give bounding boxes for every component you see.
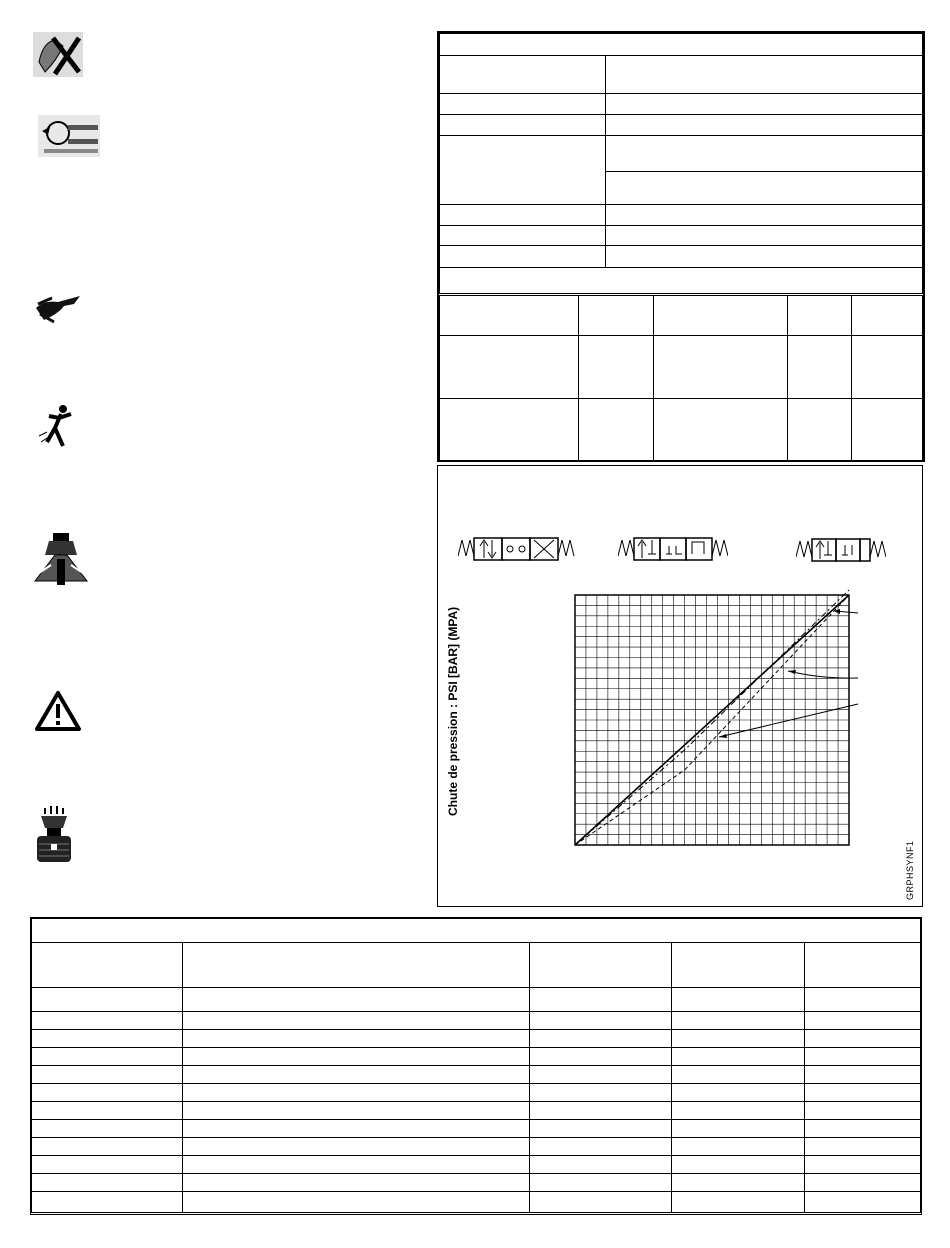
table-cell bbox=[530, 1174, 672, 1192]
table-cell bbox=[805, 1138, 921, 1156]
table-cell bbox=[183, 1102, 530, 1120]
table-cell bbox=[183, 1012, 530, 1030]
table-cell bbox=[672, 988, 805, 1012]
table-cell bbox=[530, 1138, 672, 1156]
spec-cell bbox=[654, 296, 788, 336]
table-cell bbox=[805, 1156, 921, 1174]
spec-cell bbox=[606, 226, 923, 246]
table-cell bbox=[32, 988, 183, 1012]
table-cell bbox=[530, 1012, 672, 1030]
table-cell bbox=[183, 1120, 530, 1138]
spec-cell bbox=[579, 296, 654, 336]
table-cell bbox=[672, 1156, 805, 1174]
parts-col-header bbox=[183, 943, 530, 988]
table-row bbox=[32, 1102, 921, 1120]
table-cell bbox=[672, 1102, 805, 1120]
table-cell bbox=[672, 1192, 805, 1213]
spec-cell bbox=[440, 136, 606, 205]
table-row bbox=[32, 1138, 921, 1156]
warning-triangle-icon bbox=[34, 690, 82, 732]
table-cell bbox=[805, 1048, 921, 1066]
table-cell bbox=[530, 1120, 672, 1138]
table-cell bbox=[183, 1192, 530, 1213]
spec-cell bbox=[440, 226, 606, 246]
table-row bbox=[32, 1156, 921, 1174]
spec-cell bbox=[852, 399, 923, 461]
parts-col-header bbox=[32, 943, 183, 988]
parts-col-header bbox=[672, 943, 805, 988]
table-row bbox=[32, 988, 921, 1012]
table-row bbox=[32, 1066, 921, 1084]
spec-cell bbox=[654, 336, 788, 399]
table-cell bbox=[530, 1102, 672, 1120]
spec-cell bbox=[440, 336, 579, 399]
table-cell bbox=[530, 988, 672, 1012]
spec-table-subheader bbox=[440, 268, 923, 294]
table-row bbox=[32, 1012, 921, 1030]
valve-symbol-2-icon bbox=[618, 534, 728, 562]
table-cell bbox=[530, 1030, 672, 1048]
chart-series bbox=[575, 590, 849, 845]
spec-cell bbox=[788, 336, 852, 399]
table-cell bbox=[805, 1120, 921, 1138]
spec-cell bbox=[606, 172, 923, 205]
spec-cell bbox=[606, 205, 923, 226]
table-cell bbox=[530, 1156, 672, 1174]
table-row bbox=[32, 1048, 921, 1066]
table-row bbox=[32, 1192, 921, 1213]
table-cell bbox=[32, 1174, 183, 1192]
table-cell bbox=[32, 1102, 183, 1120]
spec-cell bbox=[606, 115, 923, 136]
table-cell bbox=[32, 1030, 183, 1048]
spec-cell bbox=[579, 399, 654, 461]
spec-cell bbox=[440, 246, 606, 268]
spec-cell bbox=[440, 399, 579, 461]
spec-cell bbox=[852, 296, 923, 336]
table-cell bbox=[805, 988, 921, 1012]
spec-cell bbox=[606, 94, 923, 115]
parts-col-header bbox=[805, 943, 921, 988]
table-cell bbox=[183, 1138, 530, 1156]
parts-table-title bbox=[32, 919, 921, 943]
table-cell bbox=[672, 1174, 805, 1192]
chart-annotations bbox=[719, 609, 858, 738]
table-cell bbox=[672, 1084, 805, 1102]
table-cell bbox=[183, 1048, 530, 1066]
table-row bbox=[32, 1030, 921, 1048]
spec-cell bbox=[852, 336, 923, 399]
table-cell bbox=[32, 1012, 183, 1030]
spec-cell bbox=[654, 399, 788, 461]
table-cell bbox=[672, 1012, 805, 1030]
table-cell bbox=[672, 1048, 805, 1066]
spec-cell bbox=[440, 205, 606, 226]
pressure-hose-icon bbox=[38, 115, 100, 157]
table-cell bbox=[183, 1066, 530, 1084]
spec-cell bbox=[440, 56, 606, 94]
table-cell bbox=[530, 1048, 672, 1066]
spec-cell bbox=[606, 56, 923, 94]
spec-cell bbox=[440, 115, 606, 136]
cylinder-pressure-icon bbox=[33, 806, 75, 864]
table-cell bbox=[805, 1102, 921, 1120]
spec-cell bbox=[440, 296, 579, 336]
table-cell bbox=[530, 1066, 672, 1084]
table-cell bbox=[183, 1156, 530, 1174]
hand-injury-icon bbox=[34, 292, 86, 326]
pressure-drop-chart bbox=[560, 585, 860, 850]
table-cell bbox=[183, 1084, 530, 1102]
spec-cell bbox=[788, 399, 852, 461]
spec-cell bbox=[606, 246, 923, 268]
table-cell bbox=[32, 1084, 183, 1102]
table-cell bbox=[183, 1174, 530, 1192]
spec-cell bbox=[788, 296, 852, 336]
table-cell bbox=[805, 1174, 921, 1192]
table-cell bbox=[805, 1066, 921, 1084]
spec-table-lower bbox=[439, 295, 923, 461]
table-cell bbox=[32, 1192, 183, 1213]
spec-table-header bbox=[440, 34, 923, 56]
spec-table bbox=[437, 31, 925, 462]
spec-cell bbox=[579, 336, 654, 399]
table-cell bbox=[530, 1084, 672, 1102]
table-cell bbox=[530, 1192, 672, 1213]
slip-fall-icon bbox=[37, 402, 77, 448]
chart-y-label: Chute de pression : PSI [BAR] (MPA) bbox=[446, 606, 460, 816]
valve-symbol-1-icon bbox=[458, 534, 576, 562]
valve-symbol-3-icon bbox=[796, 535, 886, 563]
table-cell bbox=[32, 1120, 183, 1138]
table-cell bbox=[672, 1120, 805, 1138]
table-cell bbox=[32, 1138, 183, 1156]
table-cell bbox=[805, 1030, 921, 1048]
table-cell bbox=[805, 1084, 921, 1102]
parts-col-header bbox=[530, 943, 672, 988]
table-cell bbox=[183, 1030, 530, 1048]
table-cell bbox=[32, 1048, 183, 1066]
figure-code: GRPHSYNF1 bbox=[905, 840, 915, 900]
table-row bbox=[32, 1120, 921, 1138]
table-cell bbox=[32, 1066, 183, 1084]
table-cell bbox=[805, 1012, 921, 1030]
gloves-warning-icon bbox=[33, 32, 83, 77]
table-row bbox=[32, 1174, 921, 1192]
table-cell bbox=[183, 988, 530, 1012]
table-cell bbox=[672, 1138, 805, 1156]
valve-burst-icon bbox=[31, 533, 91, 587]
spec-table-upper bbox=[439, 33, 923, 294]
parts-table bbox=[30, 917, 922, 1215]
table-cell bbox=[32, 1156, 183, 1174]
table-cell bbox=[672, 1030, 805, 1048]
table-cell bbox=[805, 1192, 921, 1213]
spec-cell bbox=[440, 94, 606, 115]
table-cell bbox=[672, 1066, 805, 1084]
spec-cell bbox=[606, 136, 923, 172]
table-row bbox=[32, 1084, 921, 1102]
